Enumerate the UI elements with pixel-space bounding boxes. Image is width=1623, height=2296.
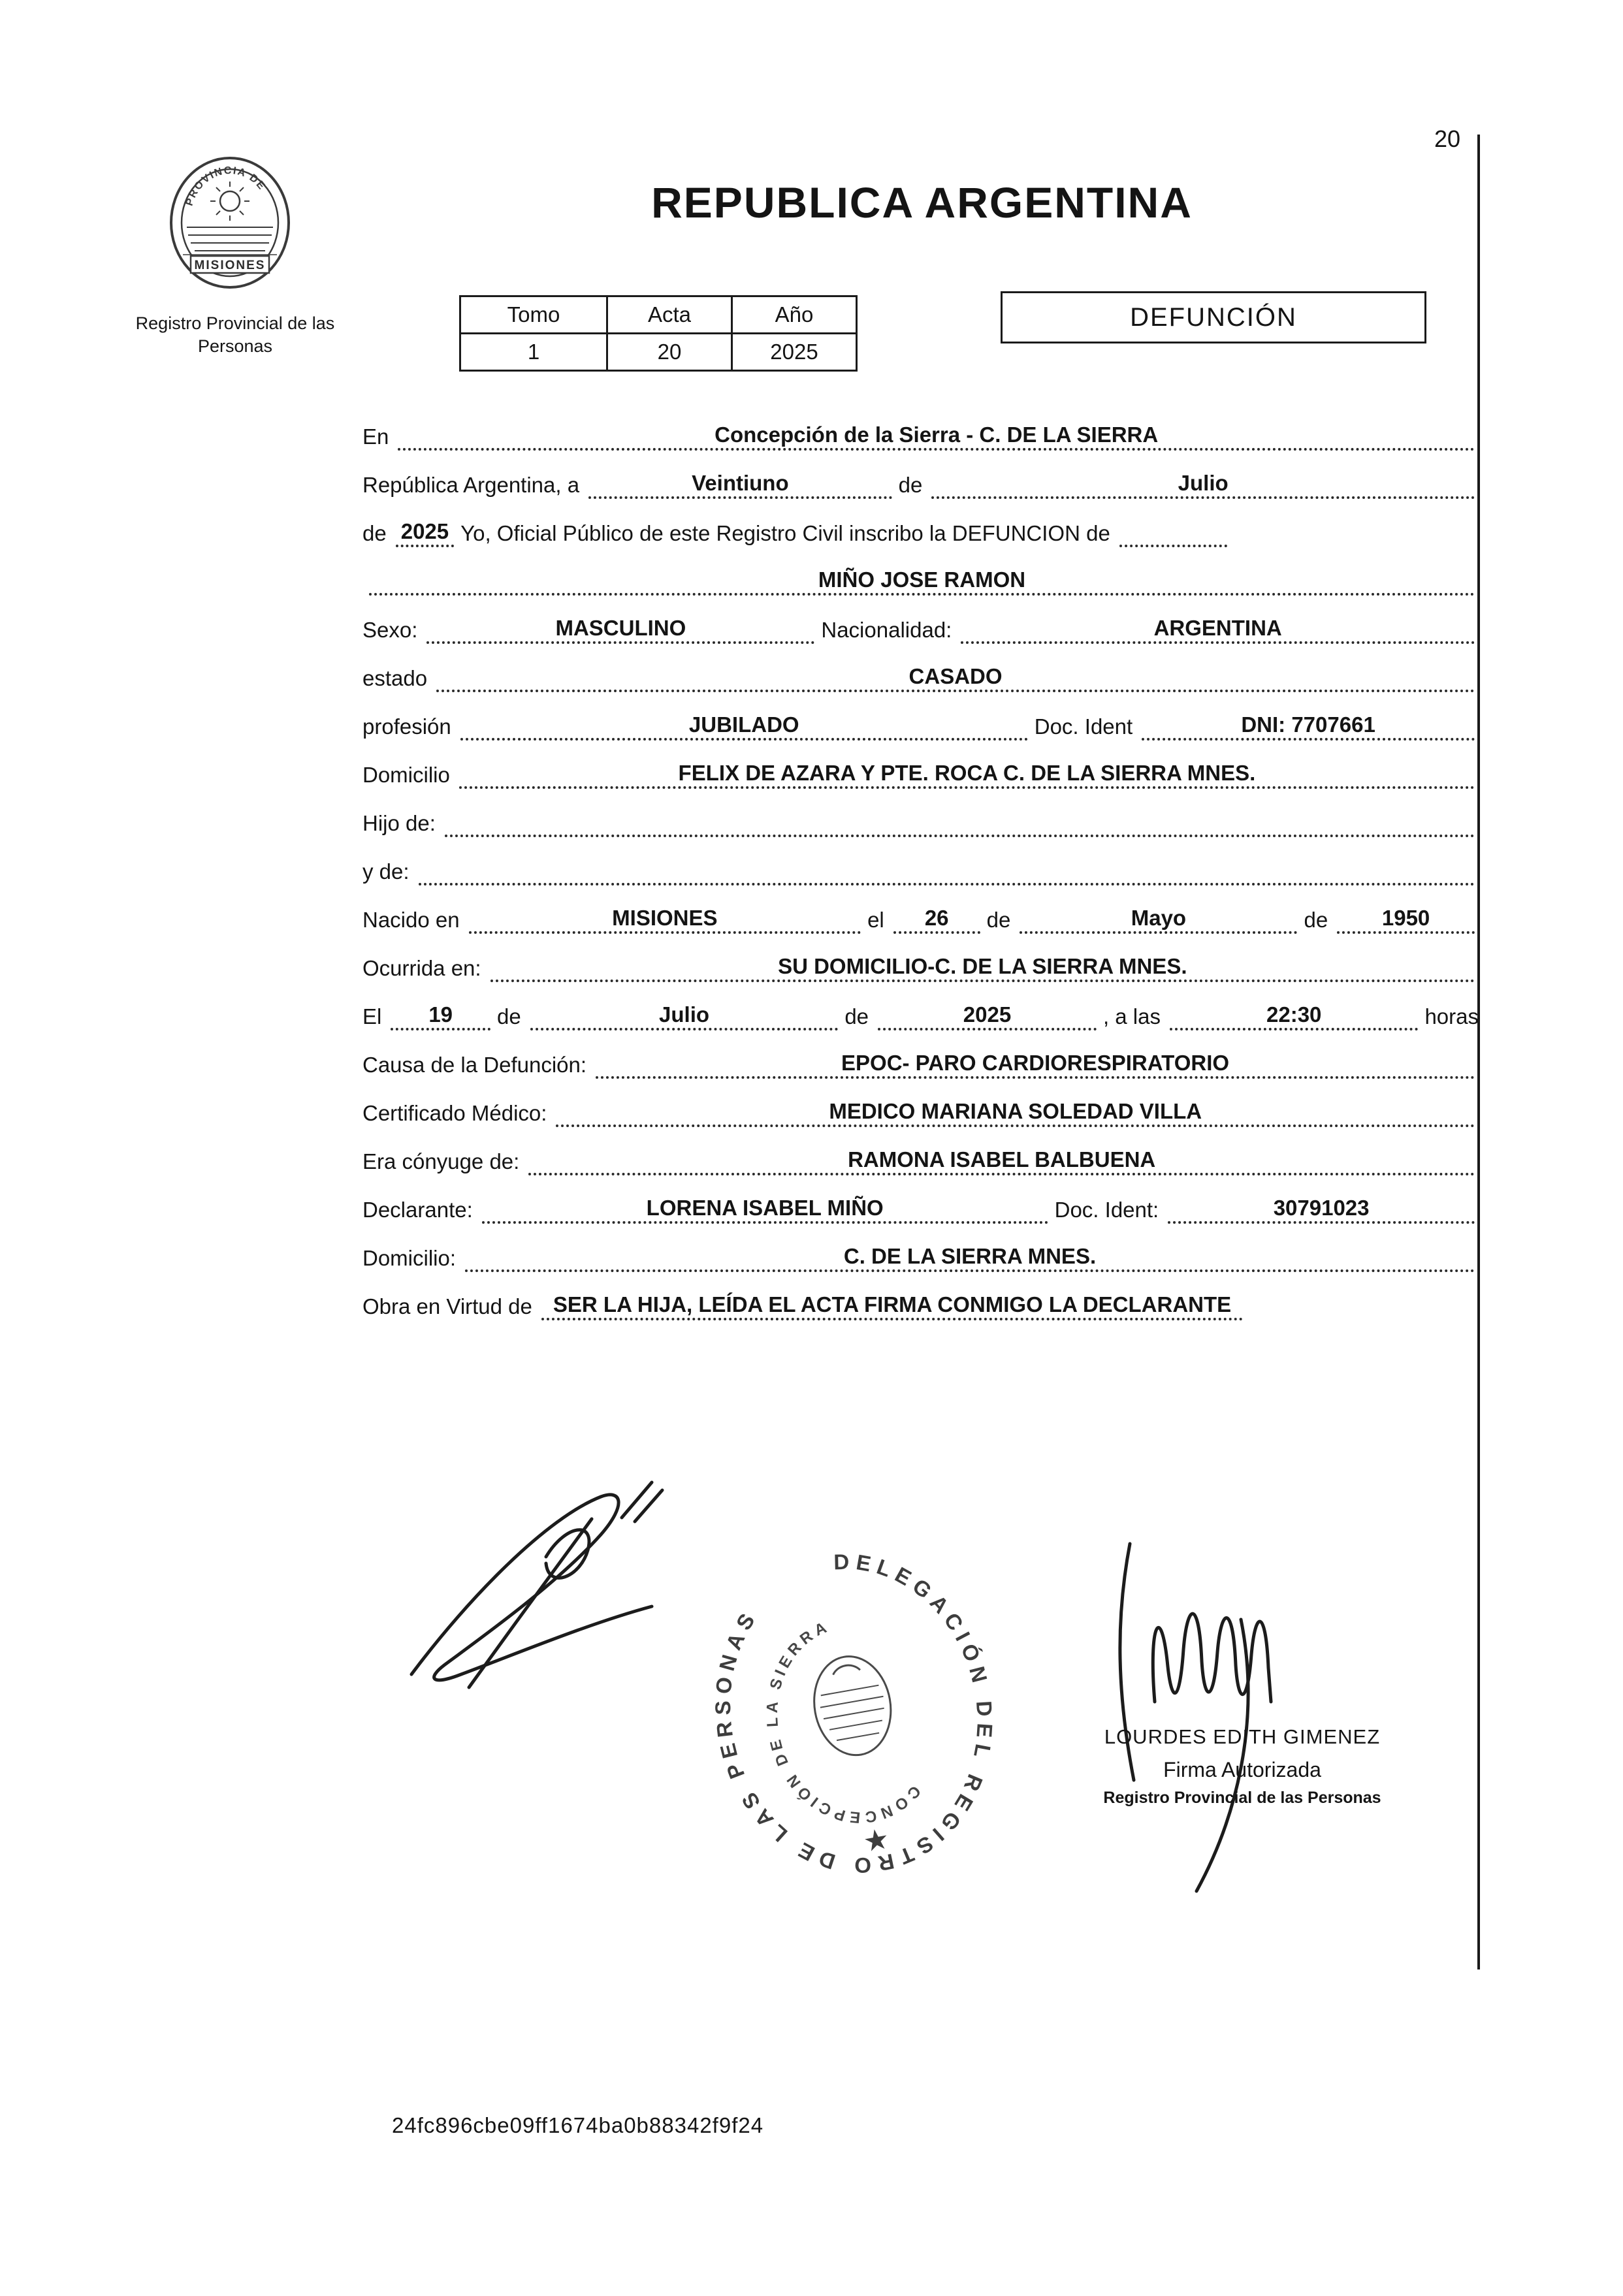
register-table-header-row [460,296,857,334]
field-label: Era cónyuge de: [362,1149,520,1173]
stamp-ring-text: DELEGACIÓN DEL REGISTRO DE LAS PERSONAS [711,1549,997,1878]
field-label: Declarante: [362,1198,473,1222]
cell-acta: 20 [607,334,732,371]
form-line [362,885,1481,934]
form-line [362,1224,1481,1272]
field-label: y de: [362,859,410,884]
stamp-inner-text: CONCEPCIÓN DE LA SIERRA [763,1617,924,1826]
field-value: Veintiuno [588,471,892,499]
form-line [362,1127,1481,1175]
form-line [362,451,1481,499]
field-label: Domicilio [362,763,450,787]
field-label: de [844,1004,869,1028]
field-label: Doc. Ident: [1054,1198,1159,1222]
form-line [362,741,1481,789]
form-line [362,934,1481,982]
col-header-acta: Acta [607,296,732,334]
document-checksum: 24fc896cbe09ff1674ba0b88342f9f24 [392,2113,764,2137]
field-blank [445,833,1475,837]
field-label: horas [1424,1004,1479,1028]
field-value: 22:30 [1170,1003,1418,1030]
officer-org: Registro Provincial de las Personas [1103,1789,1381,1807]
field-value: RAMONA ISABEL BALBUENA [528,1148,1475,1175]
field-value: 26 [893,906,980,934]
stamp-star-icon: ★ [860,1822,892,1859]
register-table [459,295,858,372]
form-lines [362,402,1481,1320]
field-label: Certificado Médico: [362,1101,547,1125]
field-value: Julio [530,1003,839,1030]
field-label: El [362,1004,382,1028]
field-value: Julio [931,471,1475,499]
seal-caption: Registro Provincial de las Personas [135,313,335,357]
field-label: En [362,424,389,449]
form-line [362,1272,1481,1320]
registry-stamp [671,1507,1036,1917]
field-value: C. DE LA SIERRA MNES. [465,1245,1475,1272]
cell-tomo: 1 [460,334,607,371]
document-title: REPUBLICA ARGENTINA [651,178,1193,227]
field-label: estado [362,666,428,690]
col-header-anio: Año [732,296,857,334]
province-seal-icon [167,155,293,293]
field-value: ARGENTINA [961,616,1475,644]
form-line [362,1175,1481,1224]
officer-name: LOURDES EDITH GIMENEZ [1104,1725,1381,1748]
form-line [362,789,1481,837]
officer-role: Firma Autorizada [1163,1758,1321,1781]
field-label: , a las [1102,1004,1161,1028]
field-value: FELIX DE AZARA Y PTE. ROCA C. DE LA SIERRA MNES. [459,761,1475,789]
form-line [362,596,1481,644]
form-line [362,692,1481,741]
svg-text:CONCEPCIÓN DE LA SIERRA [747,1606,928,1841]
field-value: JUBILADO [460,713,1028,741]
form-line [362,499,1481,547]
field-value: EPOC- PARO CARDIORESPIRATORIO [596,1051,1475,1079]
field-value: Concepción de la Sierra - C. DE LA SIERRA [398,423,1475,451]
field-value: MISIONES [469,906,861,934]
field-label: de [497,1004,521,1028]
field-value: 30791023 [1168,1196,1475,1224]
field-value: MIÑO JOSE RAMON [369,568,1475,596]
register-table-value-row [460,334,857,371]
field-label: de [362,521,387,545]
field-label: Hijo de: [362,811,436,835]
field-label: Sexo: [362,618,418,642]
field-value: 2025 [396,520,454,547]
field-value: SU DOMICILIO-C. DE LA SIERRA MNES. [490,955,1475,982]
field-blank [1119,543,1227,547]
field-blank [419,882,1475,885]
officer-signature [1087,1522,1348,1907]
field-value: 1950 [1337,906,1475,934]
field-label: Yo, Oficial Público de este Registro Civil inscribo la DEFUNCION de [460,521,1110,545]
field-label: Nacido en [362,908,460,932]
field-label: República Argentina, a [362,473,580,497]
field-value: DNI: 7707661 [1142,713,1475,741]
field-value: 19 [391,1003,490,1030]
form-line [362,837,1481,885]
field-value: Mayo [1020,906,1297,934]
field-label: el [867,908,884,932]
svg-text:PROVINCIA DE [184,165,268,208]
seal-banner-text: MISIONES [194,259,266,272]
field-label: Nacionalidad: [821,618,952,642]
record-type-box: DEFUNCIÓN [1001,291,1426,343]
field-value: 2025 [878,1003,1097,1030]
field-label: Causa de la Defunción: [362,1053,587,1077]
form-line [362,402,1481,451]
field-label: de [898,473,923,497]
field-label: Ocurrida en: [362,956,481,980]
field-value: SER LA HIJA, LEÍDA EL ACTA FIRMA CONMIGO LA DECLARANTE [541,1293,1243,1320]
declarant-signature [392,1477,673,1699]
field-label: Obra en Virtud de [362,1294,532,1318]
page-number: 20 [1434,125,1461,152]
field-label: Doc. Ident [1034,714,1133,739]
field-label: profesión [362,714,451,739]
form-line [362,547,1481,596]
form-line [362,1079,1481,1127]
field-value: CASADO [436,665,1475,692]
form-line [362,1030,1481,1079]
officer-block [1079,1725,1406,1808]
field-value: MASCULINO [426,616,814,644]
col-header-tomo: Tomo [460,296,607,334]
field-value: LORENA ISABEL MIÑO [482,1196,1048,1224]
field-value: MEDICO MARIANA SOLEDAD VILLA [556,1100,1475,1127]
form-line [362,982,1481,1030]
field-label: Domicilio: [362,1246,457,1270]
seal-arc-text: PROVINCIA DE [184,165,268,208]
form-line [362,644,1481,692]
field-label: de [986,908,1011,932]
cell-anio: 2025 [732,334,857,371]
field-label: de [1304,908,1328,932]
